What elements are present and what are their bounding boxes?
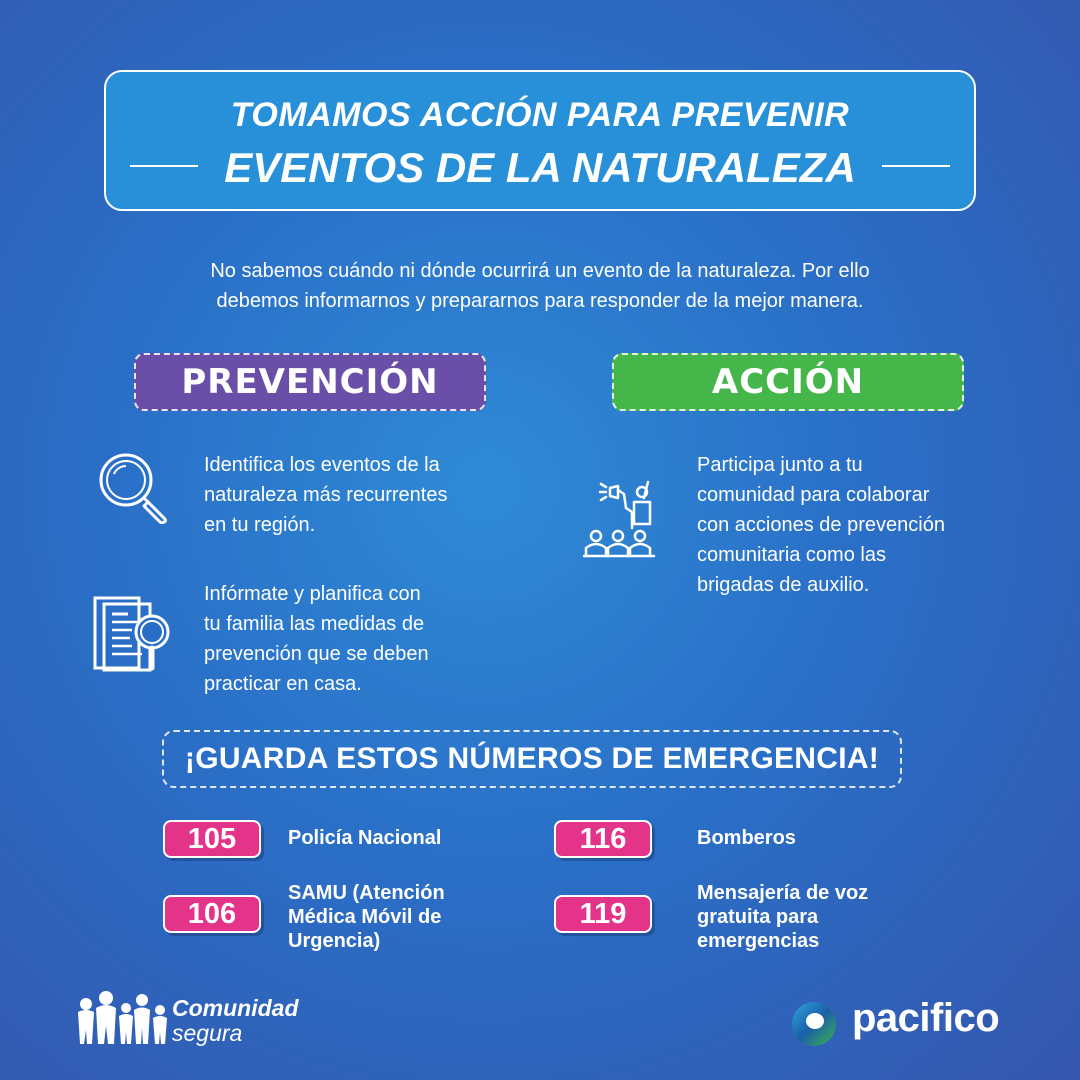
text-line: gratuita para (697, 906, 819, 928)
emergency-name (697, 881, 868, 953)
pacifico-logo-text: pacifico (852, 996, 1000, 1040)
emergency-number-badge: 106 (163, 895, 261, 933)
text-line: Bomberos (697, 827, 796, 849)
text-line: con acciones de prevención (697, 514, 945, 536)
comunidad-segura-logo (172, 996, 299, 1046)
people-group-icon (76, 990, 168, 1046)
pacifico-circle-icon (790, 1000, 838, 1048)
header-banner (104, 70, 976, 211)
text-line: Infórmate y planifica con (204, 583, 421, 605)
text-line: practicar en casa. (204, 673, 362, 695)
emergency-heading: ¡GUARDA ESTOS NÚMEROS DE EMERGENCIA! (162, 730, 902, 788)
accion-item-1-text (697, 450, 945, 600)
text-line: Participa junto a tu (697, 454, 863, 476)
text-line: comunitaria como las (697, 544, 886, 566)
emergency-name (288, 826, 441, 850)
document-magnifier-icon (92, 594, 176, 674)
text-line: prevención que se deben (204, 643, 429, 665)
community-megaphone-icon (582, 478, 662, 560)
emergency-number-badge: 119 (554, 895, 652, 933)
emergency-number-badge: 116 (554, 820, 652, 858)
emergency-name (697, 826, 796, 850)
text-line: en tu región. (204, 514, 316, 536)
text-line: Policía Nacional (288, 827, 442, 849)
intro-line-1: No sabemos cuándo ni dónde ocurrirá un evento de la naturaleza. Por ello (210, 260, 870, 282)
intro-paragraph (120, 256, 960, 316)
text-line: SAMU (Atención (288, 882, 445, 904)
header-subtitle: TOMAMOS ACCIÓN PARA PREVENIR (230, 96, 850, 134)
text-line: naturaleza más recurrentes (204, 484, 448, 506)
prevencion-heading: PREVENCIÓN (134, 353, 486, 411)
emergency-name (288, 881, 445, 953)
text-line: tu familia las medidas de (204, 613, 425, 635)
text-line: comunidad para colaborar (697, 484, 930, 506)
text-line: Médica Móvil de (288, 906, 442, 928)
magnifier-icon (96, 452, 172, 524)
text-line: emergencias (697, 930, 820, 952)
accion-heading: ACCIÓN (612, 353, 964, 411)
prevencion-item-1-text (204, 450, 447, 540)
text-line: Identifica los eventos de la (204, 454, 440, 476)
text-line: Urgencia) (288, 930, 381, 952)
text-line: brigadas de auxilio. (697, 574, 870, 596)
text-line: Mensajería de voz (697, 882, 869, 904)
emergency-number-badge: 105 (163, 820, 261, 858)
header-rule-right (882, 165, 950, 167)
logo-line: segura (172, 1020, 243, 1046)
intro-line-2: debemos informarnos y prepararnos para responder de la mejor manera. (216, 290, 864, 312)
prevencion-item-2-text (204, 579, 429, 699)
logo-line: Comunidad (172, 995, 299, 1021)
header-title: EVENTOS DE LA NATURALEZA (224, 144, 856, 191)
